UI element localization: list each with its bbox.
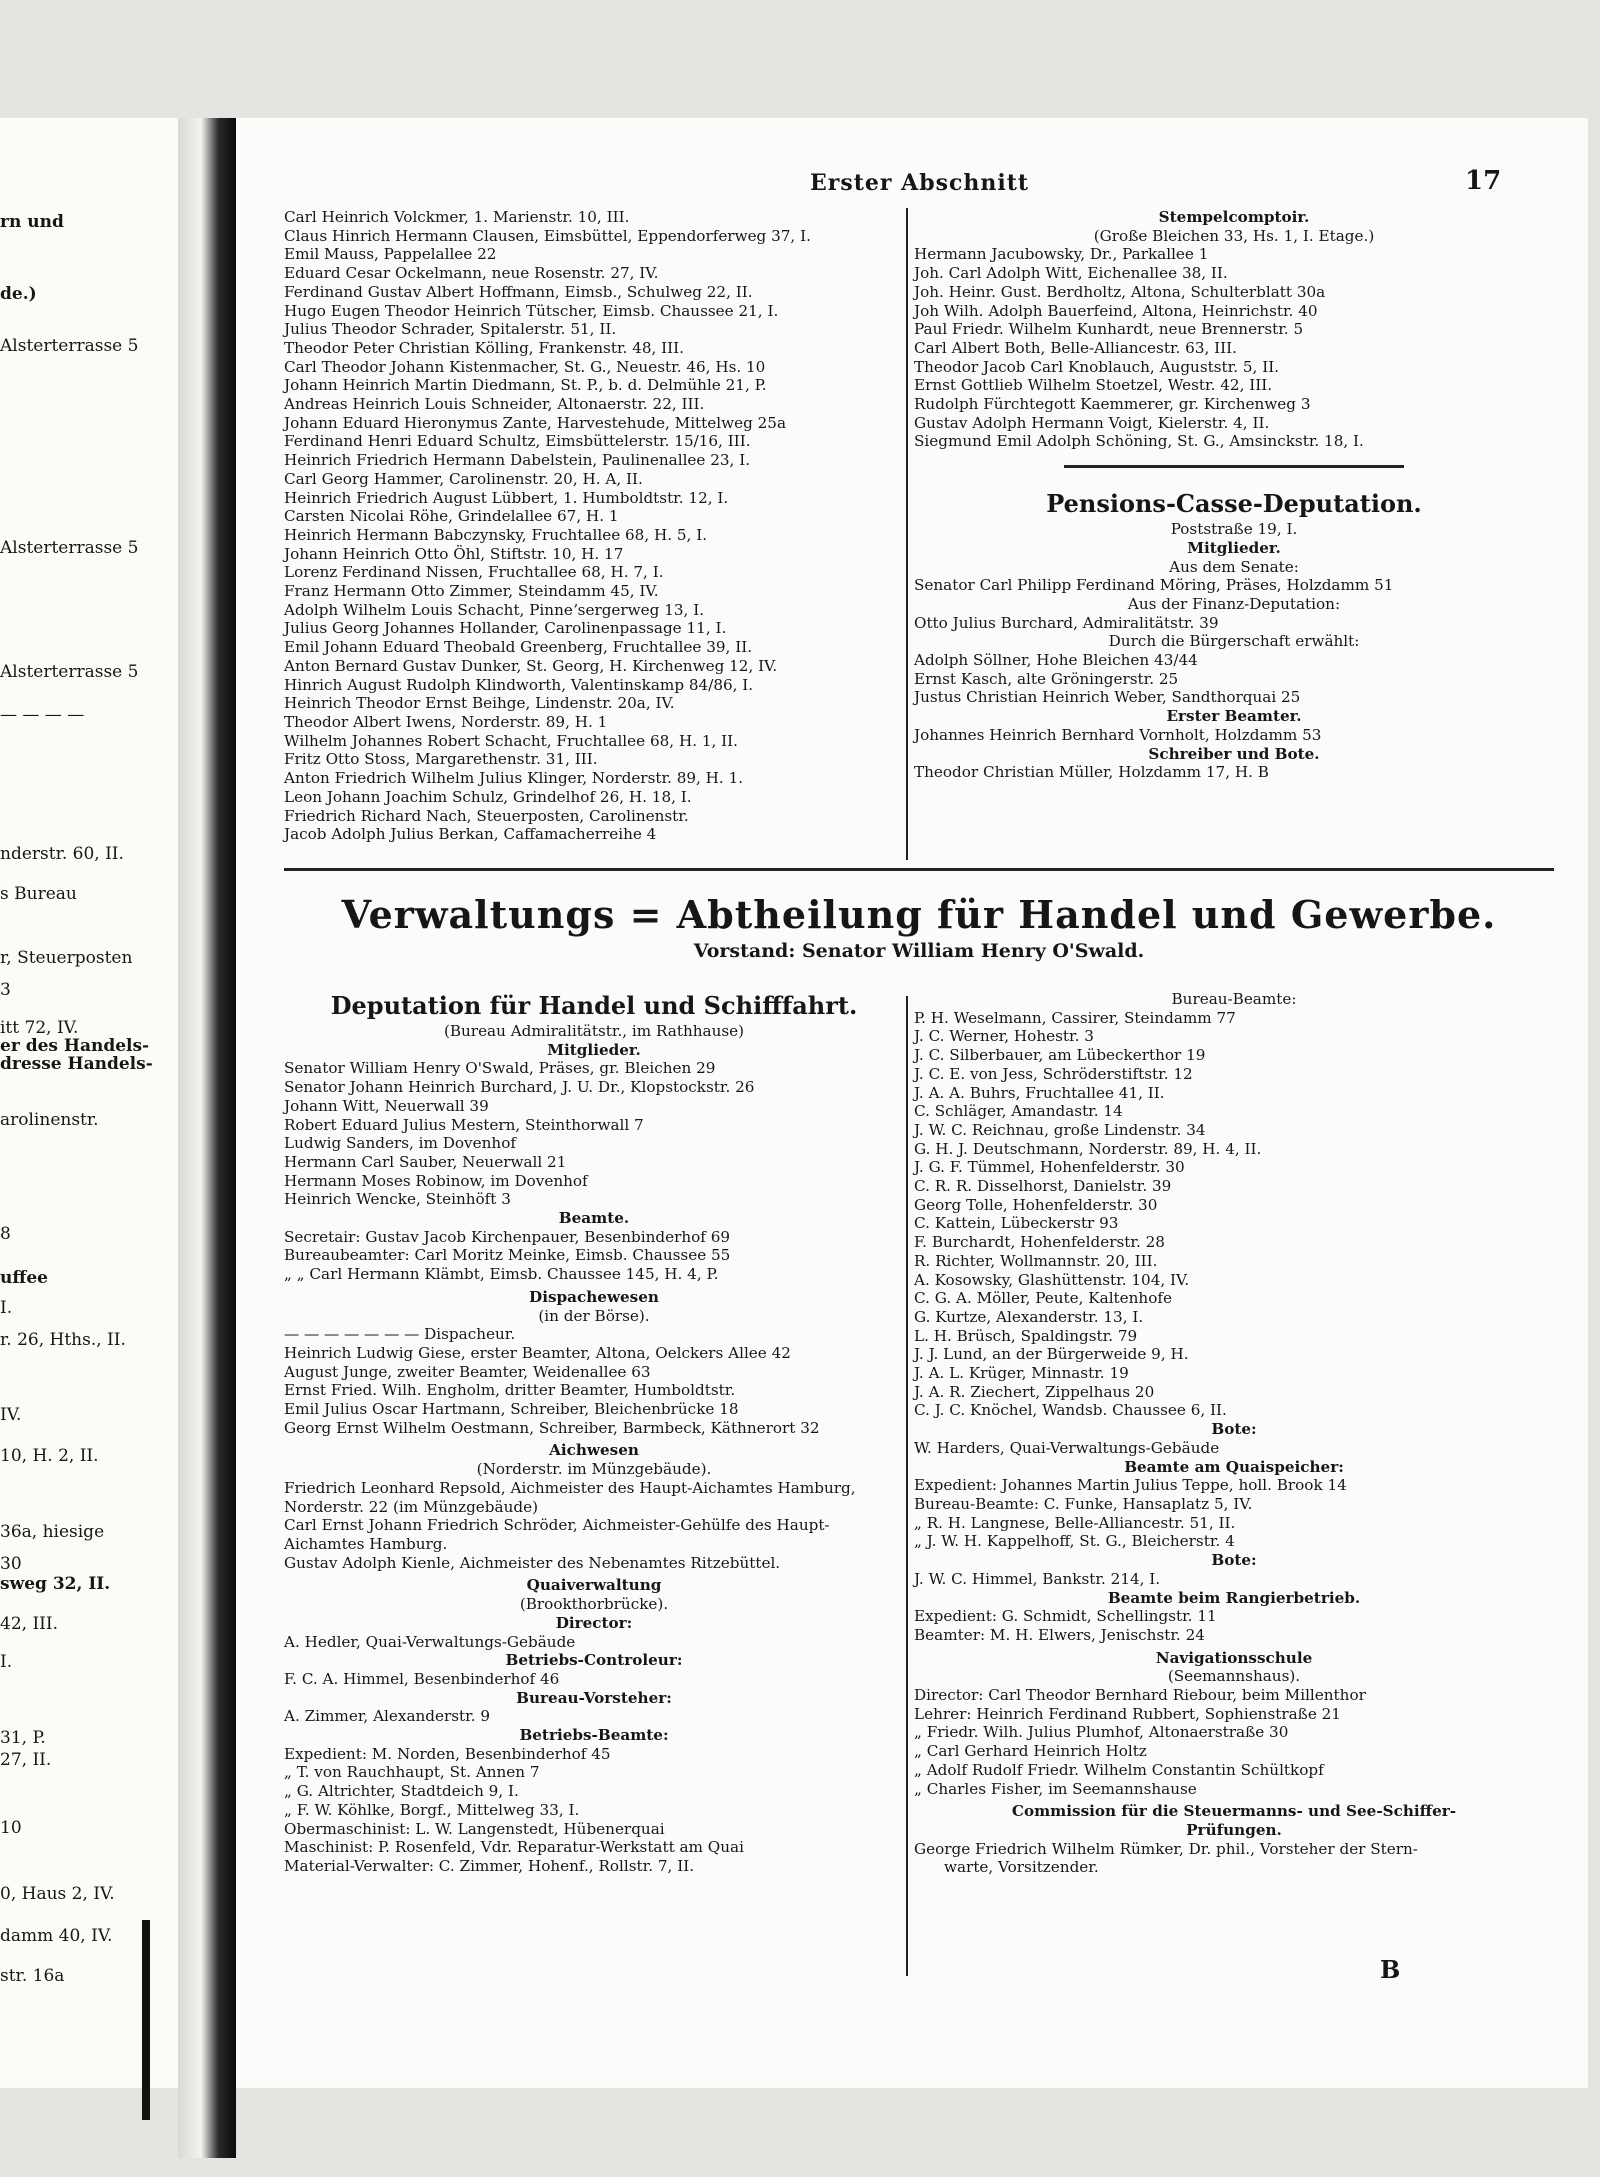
beamte-list	[284, 1228, 904, 1284]
dispache-subtitle: (in der Börse).	[538, 1306, 650, 1325]
list-item: Material-Verwalter: C. Zimmer, Hohenf., Rollstr. 7, II.	[284, 1856, 695, 1875]
list-item: Norderstr. 22 (im Münzgebäude)	[284, 1497, 538, 1516]
list-item: Theodor Peter Christian Kölling, Frankenstr. 48, III.	[284, 338, 685, 357]
list-item: Ernst Gottlieb Wilhelm Stoetzel, Westr. 42, III.	[914, 376, 1273, 395]
list-item: Hugo Eugen Theodor Heinrich Tütscher, Eimsb. Chaussee 21, I.	[284, 301, 779, 320]
list-item: Johann Eduard Hieronymus Zante, Harvestehude, Mittelweg 25a	[284, 413, 787, 432]
left-page-text: 27, II.	[0, 1750, 52, 1770]
list-item: Leon Johann Joachim Schulz, Grindelhof 26, H. 18, I.	[284, 787, 692, 806]
left-page-text: damm 40, IV.	[0, 1926, 113, 1946]
top-left-column	[284, 208, 904, 844]
left-page-text: 3	[0, 980, 11, 1000]
list-item: Carl Heinrich Volckmer, 1. Marienstr. 10, III.	[284, 208, 630, 226]
list-item: Ferdinand Henri Eduard Schultz, Eimsbüttelerstr. 15/16, III.	[284, 432, 751, 451]
list-item: Heinrich Hermann Babczynsky, Fruchtallee 68, H. 5, I.	[284, 525, 708, 544]
signature-letter: B	[1380, 1955, 1401, 1984]
list-item: Joh. Carl Adolph Witt, Eichenallee 38, II.	[914, 264, 1228, 283]
list-item: Ludwig Sanders, im Dovenhof	[284, 1134, 516, 1153]
list-item: Johann Heinrich Martin Diedmann, St. P., b. d. Delmühle 21, P.	[284, 376, 767, 395]
list-item: P. H. Weselmann, Cassirer, Steindamm 77	[914, 1008, 1236, 1027]
list-item: „ G. Altrichter, Stadtdeich 9, I.	[284, 1782, 519, 1801]
list-item: August Junge, zweiter Beamter, Weidenallee 63	[284, 1362, 651, 1381]
list-item: Jacob Adolph Julius Berkan, Caffamacherreihe 4	[284, 825, 657, 844]
list-item: J. A. A. Buhrs, Fruchtallee 41, II.	[914, 1083, 1165, 1102]
list-item: Heinrich Theodor Ernst Beihge, Lindenstr. 20a, IV.	[284, 694, 675, 713]
stempel-list	[914, 245, 1554, 451]
list-item: J. C. Silberbauer, am Lübeckerthor 19	[914, 1046, 1206, 1065]
spine-edge	[142, 1920, 150, 2120]
list-item: J. A. R. Ziechert, Zippelhaus 20	[914, 1382, 1155, 1401]
left-page-text: s Bureau	[0, 884, 77, 904]
page-number: 17	[1465, 166, 1502, 196]
list-item: Johann Witt, Neuerwall 39	[284, 1096, 489, 1115]
senate-member: Senator Carl Philipp Ferdinand Möring, Präses, Holzdamm 51	[914, 576, 1394, 595]
list-item: Franz Hermann Otto Zimmer, Steindamm 45, IV.	[284, 582, 659, 601]
list-item: „ F. W. Köhlke, Borgf., Mittelweg 33, I.	[284, 1800, 580, 1819]
list-item: Heinrich Ludwig Giese, erster Beamter, Altona, Oelckers Allee 42	[284, 1343, 791, 1362]
left-page-text: Alsterterrasse 5	[0, 538, 139, 558]
verwaltung-title: Verwaltungs = Abtheilung für Handel und Gewerbe.	[341, 892, 1497, 937]
bote-heading: Bote:	[1211, 1420, 1257, 1439]
list-item: Hermann Jacubowsky, Dr., Parkallee 1	[914, 245, 1209, 264]
bureau-beamte-list	[914, 1009, 1554, 1420]
list-item: Director: Carl Theodor Bernhard Riebour, beim Millenthor	[914, 1686, 1366, 1705]
left-page-text: de.)	[0, 284, 37, 304]
list-item: Claus Hinrich Hermann Clausen, Eimsbüttel, Eppendorferweg 37, I.	[284, 226, 811, 245]
betriebs-beamte-heading: Betriebs-Beamte:	[519, 1726, 669, 1745]
list-item: L. H. Brüsch, Spaldingstr. 79	[914, 1326, 1138, 1345]
dispache-title: Dispachewesen	[529, 1287, 659, 1306]
list-item: Johann Heinrich Otto Öhl, Stiftstr. 10, H. 17	[284, 544, 624, 563]
list-item: Paul Friedr. Wilhelm Kunhardt, neue Brennerstr. 5	[914, 320, 1304, 339]
list-item: Georg Tolle, Hohenfelderstr. 30	[914, 1195, 1158, 1214]
list-item: Joh Wilh. Adolph Bauerfeind, Altona, Heinrichstr. 40	[914, 301, 1318, 320]
list-item: Expedient: G. Schmidt, Schellingstr. 11	[914, 1607, 1217, 1626]
list-item: Emil Julius Oscar Hartmann, Schreiber, Bleichenbrücke 18	[284, 1400, 739, 1419]
bote2-entry: J. W. C. Himmel, Bankstr. 214, I.	[914, 1569, 1161, 1588]
betriebs-controleur-entry: F. C. A. Himmel, Besenbinderhof 46	[284, 1669, 560, 1688]
left-page-text: rn und	[0, 212, 64, 232]
left-page-text: nderstr. 60, II.	[0, 844, 124, 864]
left-page-text: er des Handels-	[0, 1036, 150, 1056]
list-item: „ Adolf Rudolf Friedr. Wilhelm Constantin Schültkopf	[914, 1760, 1324, 1779]
aich-title: Aichwesen	[549, 1441, 639, 1460]
left-page-text: Alsterterrasse 5	[0, 662, 139, 682]
list-item: Carl Ernst Johann Friedrich Schröder, Aichmeister-Gehülfe des Haupt-	[284, 1516, 830, 1535]
commission-title: Commission für die Steuermanns- und See-Schiffer-	[1011, 1802, 1457, 1821]
list-item: Adolph Söllner, Hohe Bleichen 43/44	[914, 651, 1198, 670]
bottom-right-column	[914, 990, 1554, 1877]
aus-senate-heading: Aus dem Senate:	[1169, 557, 1299, 576]
list-item: Expedient: Johannes Martin Julius Teppe, holl. Brook 14	[914, 1476, 1347, 1495]
left-page-text: 8	[0, 1224, 11, 1244]
list-item: Andreas Heinrich Louis Schneider, Altonaerstr. 22, III.	[284, 395, 705, 414]
list-item: C. Schläger, Amandastr. 14	[914, 1102, 1123, 1121]
rangier-list	[914, 1607, 1554, 1644]
list-item: Senator Johann Heinrich Burchard, J. U. Dr., Klopstockstr. 26	[284, 1078, 755, 1097]
stempel-title: Stempelcomptoir.	[1158, 208, 1310, 226]
list-item: Carl Georg Hammer, Carolinenstr. 20, H. A, II.	[284, 469, 643, 488]
column-divider-bottom	[906, 996, 908, 1976]
list-item: J. G. F. Tümmel, Hohenfelderstr. 30	[914, 1158, 1185, 1177]
list-item: C. J. C. Knöchel, Wandsb. Chaussee 6, II.	[914, 1401, 1227, 1420]
list-item: Theodor Albert Iwens, Norderstr. 89, H. 1	[284, 712, 608, 731]
left-page-text: I.	[0, 1298, 13, 1318]
bureau-vorsteher-entry: A. Zimmer, Alexanderstr. 9	[284, 1707, 491, 1726]
erster-beamter-heading: Erster Beamter.	[1166, 707, 1302, 726]
rangier-heading: Beamte beim Rangierbetrieb.	[1107, 1588, 1361, 1607]
list-item: J. W. C. Reichnau, große Lindenstr. 34	[914, 1120, 1206, 1139]
stempel-subtitle: (Große Bleichen 33, Hs. 1, I. Etage.)	[1093, 226, 1375, 245]
list-item: Wilhelm Johannes Robert Schacht, Fruchtallee 68, H. 1, II.	[284, 731, 738, 750]
beamte-heading: Beamte.	[558, 1209, 630, 1228]
commission-entry-2: warte, Vorsitzender.	[944, 1858, 1099, 1877]
left-page-text: str. 16a	[0, 1966, 65, 1986]
list-item: Heinrich Friedrich August Lübbert, 1. Humboldtstr. 12, I.	[284, 488, 729, 507]
list-item: Justus Christian Heinrich Weber, Sandthorquai 25	[914, 688, 1301, 707]
list-item: Senator William Henry O'Swald, Präses, gr. Bleichen 29	[284, 1059, 716, 1078]
list-item: Bureaubeamter: Carl Moritz Meinke, Eimsb. Chaussee 55	[284, 1246, 731, 1265]
aich-list	[284, 1479, 904, 1573]
buergerschaft-heading: Durch die Bürgerschaft erwählt:	[1108, 632, 1360, 651]
list-item: Obermaschinist: L. W. Langenstedt, Hübenerquai	[284, 1819, 665, 1838]
list-item: Maschinist: P. Rosenfeld, Vdr. Reparatur-Werkstatt am Quai	[284, 1838, 744, 1857]
bottom-left-column	[284, 990, 904, 1876]
pension-members-heading: Mitglieder.	[1187, 538, 1281, 557]
list-item: Julius Georg Johannes Hollander, Carolinenpassage 11, I.	[284, 619, 727, 638]
list-item: G. H. J. Deutschmann, Norderstr. 89, H. 4, II.	[914, 1139, 1262, 1158]
left-page-text: dresse Handels-	[0, 1054, 153, 1074]
list-item: Carl Albert Both, Belle-Alliancestr. 63, III.	[914, 338, 1237, 357]
list-item: Ernst Kasch, alte Gröningerstr. 25	[914, 669, 1179, 688]
pension-title: Pensions-Casse-Deputation.	[1046, 489, 1422, 519]
list-item: G. Kurtze, Alexanderstr. 13, I.	[914, 1307, 1144, 1326]
list-item: Aichamtes Hamburg.	[284, 1534, 448, 1553]
pension-address: Poststraße 19, I.	[1170, 520, 1298, 539]
list-item: „ T. von Rauchhaupt, St. Annen 7	[284, 1763, 540, 1782]
left-page-text: r, Steuerposten	[0, 948, 133, 968]
list-item: Anton Friedrich Wilhelm Julius Klinger, Norderstr. 89, H. 1.	[284, 769, 744, 788]
list-item: Adolph Wilhelm Louis Schacht, Pinneʼsergerweg 13, I.	[284, 600, 705, 619]
schreiber-bote: Theodor Christian Müller, Holzdamm 17, H. B	[914, 763, 1269, 782]
list-item: Lorenz Ferdinand Nissen, Fruchtallee 68, H. 7, I.	[284, 563, 664, 582]
list-item: J. C. E. von Jess, Schröderstiftstr. 12	[914, 1064, 1193, 1083]
column-divider-top	[906, 208, 908, 860]
erster-beamter: Johannes Heinrich Bernhard Vornholt, Holzdamm 53	[914, 725, 1322, 744]
left-page-text: 0, Haus 2, IV.	[0, 1884, 115, 1904]
deputation-subtitle: (Bureau Admiralitätstr., im Rathhause)	[443, 1022, 745, 1040]
left-page-text: 36a, hiesige	[0, 1522, 105, 1542]
wide-rule	[284, 868, 1554, 871]
list-item: C. G. A. Möller, Peute, Kaltenhofe	[914, 1289, 1172, 1308]
left-page-text: 30	[0, 1554, 22, 1574]
list-item: Julius Theodor Schrader, Spitalerstr. 51, II.	[284, 320, 617, 339]
list-item: Friedrich Leonhard Repsold, Aichmeister des Haupt-Aichamtes Hamburg,	[284, 1478, 856, 1497]
list-item: Ferdinand Gustav Albert Hoffmann, Eimsb., Schulweg 22, II.	[284, 282, 753, 301]
buergerschaft-list	[914, 651, 1554, 707]
list-item: J. C. Werner, Hohestr. 3	[914, 1027, 1094, 1046]
left-page-text: 42, III.	[0, 1614, 58, 1634]
deputation-members-heading: Mitglieder.	[547, 1040, 641, 1059]
nav-subtitle: (Seemannshaus).	[1167, 1667, 1301, 1686]
list-item: „ R. H. Langnese, Belle-Alliancestr. 51, II.	[914, 1513, 1236, 1532]
finanz-member: Otto Julius Burchard, Admiralitätstr. 39	[914, 613, 1219, 632]
list-item: „ „ Carl Hermann Klämbt, Eimsb. Chaussee 145, H. 4, P.	[284, 1265, 719, 1284]
quai-subtitle: (Brookthorbrücke).	[519, 1595, 669, 1614]
list-item: Bureau-Beamte: C. Funke, Hansaplatz 5, IV.	[914, 1494, 1253, 1513]
list-item: „ Carl Gerhard Heinrich Holtz	[914, 1742, 1147, 1761]
bureau-beamte-heading: Bureau-Beamte:	[1171, 990, 1297, 1008]
betriebs-controleur-heading: Betriebs-Controleur:	[505, 1651, 683, 1670]
quaispeicher-heading: Beamte am Quaispeicher:	[1124, 1457, 1344, 1476]
list-item: Expedient: M. Norden, Besenbinderhof 45	[284, 1744, 611, 1763]
deputation-title: Deputation für Handel und Schifffahrt.	[330, 991, 858, 1020]
list-item: C. R. R. Disselhorst, Danielstr. 39	[914, 1177, 1172, 1196]
commission-title-2: Prüfungen.	[1186, 1820, 1282, 1839]
list-item: Eduard Cesar Ockelmann, neue Rosenstr. 27, IV.	[284, 264, 659, 283]
list-item: Friedrich Richard Nach, Steuerposten, Carolinenstr.	[284, 806, 689, 825]
left-page-text: 10, H. 2, II.	[0, 1446, 99, 1466]
dispache-list	[284, 1344, 904, 1438]
list-item: „ Charles Fisher, im Seemannshause	[914, 1779, 1197, 1798]
left-page-text: 10	[0, 1818, 22, 1838]
list-item: Beamter: M. H. Elwers, Jenischstr. 24	[914, 1625, 1205, 1644]
left-page-text: IV.	[0, 1405, 22, 1425]
verwaltung-header	[284, 892, 1554, 964]
list-item: Heinrich Wencke, Steinhöft 3	[284, 1190, 511, 1209]
left-page-text: r. 26, Hths., II.	[0, 1330, 126, 1350]
bureau-vorsteher-heading: Bureau-Vorsteher:	[516, 1688, 672, 1707]
list-item: „ Friedr. Wilh. Julius Plumhof, Altonaerstraße 30	[914, 1723, 1289, 1742]
quaispeicher-list	[914, 1476, 1554, 1551]
list-item: J. J. Lund, an der Bürgerweide 9, H.	[914, 1345, 1189, 1364]
list-item: Gustav Adolph Hermann Voigt, Kielerstr. 4, II.	[914, 413, 1270, 432]
deputation-member-list	[284, 1059, 904, 1209]
list-item: Carsten Nicolai Röhe, Grindelallee 67, H. 1	[284, 507, 619, 526]
left-page-text: uffee	[0, 1268, 48, 1288]
list-item: Carl Theodor Johann Kistenmacher, St. G., Neuestr. 46, Hs. 10	[284, 357, 766, 376]
list-item: Robert Eduard Julius Mestern, Steinthorwall 7	[284, 1115, 644, 1134]
section-rule	[1064, 465, 1404, 468]
director-heading: Director:	[555, 1613, 633, 1632]
list-item: Rudolph Fürchtegott Kaemmerer, gr. Kirchenweg 3	[914, 395, 1311, 414]
list-item: Hermann Carl Sauber, Neuerwall 21	[284, 1152, 567, 1171]
bote2-heading: Bote:	[1211, 1551, 1257, 1570]
list-item: Hermann Moses Robinow, im Dovenhof	[284, 1171, 588, 1190]
left-page-fragment	[0, 118, 178, 2088]
left-page-text: itt 72, IV.	[0, 1018, 79, 1038]
nav-title: Navigationsschule	[1155, 1648, 1313, 1667]
dispache-dash: — — — — — — — Dispacheur.	[284, 1325, 516, 1344]
left-page-text: — — — —	[0, 705, 85, 725]
list-item: J. A. L. Krüger, Minnastr. 19	[914, 1364, 1129, 1383]
commission-entry-1: George Friedrich Wilhelm Rümker, Dr. phil., Vorsteher der Stern-	[914, 1839, 1418, 1858]
left-page-text: arolinenstr.	[0, 1110, 99, 1130]
list-item: Joh. Heinr. Gust. Berdholtz, Altona, Schulterblatt 30a	[914, 282, 1326, 301]
list-item: R. Richter, Wollmannstr. 20, III.	[914, 1251, 1158, 1270]
quai-title: Quaiverwaltung	[526, 1576, 662, 1595]
page-header-title: Erster Abschnitt	[810, 170, 1030, 196]
list-item: Emil Johann Eduard Theobald Greenberg, Fruchtallee 39, II.	[284, 638, 753, 657]
bote-entry: W. Harders, Quai-Verwaltungs-Gebäude	[914, 1438, 1220, 1457]
schreiber-bote-heading: Schreiber und Bote.	[1148, 744, 1320, 763]
list-item: F. Burchardt, Hohenfelderstr. 28	[914, 1233, 1165, 1252]
list-item: Anton Bernard Gustav Dunker, St. Georg, H. Kirchenweg 12, IV.	[284, 656, 778, 675]
list-item: Lehrer: Heinrich Ferdinand Rubbert, Sophienstraße 21	[914, 1704, 1341, 1723]
aus-finanz-heading: Aus der Finanz-Deputation:	[1127, 594, 1341, 613]
left-page-text: I.	[0, 1652, 13, 1672]
left-page-text: 31, P.	[0, 1728, 46, 1748]
verwaltung-vorstand: Vorstand: Senator William Henry O'Swald.	[693, 940, 1145, 962]
aich-subtitle: (Norderstr. im Münzgebäude).	[476, 1460, 712, 1479]
top-right-column	[914, 208, 1554, 782]
director-entry: A. Hedler, Quai-Verwaltungs-Gebäude	[284, 1632, 576, 1651]
list-item: Theodor Jacob Carl Knoblauch, Auguststr. 5, II.	[914, 357, 1280, 376]
list-item: C. Kattein, Lübeckerstr 93	[914, 1214, 1119, 1233]
list-item: Ernst Fried. Wilh. Engholm, dritter Beamter, Humboldtstr.	[284, 1381, 736, 1400]
list-item: A. Kosowsky, Glashüttenstr. 104, IV.	[914, 1270, 1190, 1289]
list-item: Fritz Otto Stoss, Margarethenstr. 31, III.	[284, 750, 598, 769]
book-gutter-shadow	[178, 118, 236, 2158]
nav-list	[914, 1686, 1554, 1798]
list-item: Gustav Adolph Kienle, Aichmeister des Nebenamtes Ritzebüttel.	[284, 1553, 781, 1572]
left-page-text: sweg 32, II.	[0, 1574, 111, 1594]
betriebs-beamte-list	[284, 1745, 904, 1876]
list-item: Hinrich August Rudolph Klindworth, Valentinskamp 84/86, I.	[284, 675, 754, 694]
list-item: Georg Ernst Wilhelm Oestmann, Schreiber, Barmbeck, Käthnerort 32	[284, 1418, 820, 1437]
list-item: Emil Mauss, Pappelallee 22	[284, 245, 497, 264]
left-page-text: Alsterterrasse 5	[0, 336, 139, 356]
list-item: Heinrich Friedrich Hermann Dabelstein, Paulinenallee 23, I.	[284, 451, 751, 470]
list-item: „ J. W. H. Kappelhoff, St. G., Bleicherstr. 4	[914, 1532, 1235, 1551]
list-item: Siegmund Emil Adolph Schöning, St. G., Amsinckstr. 18, I.	[914, 432, 1364, 451]
list-item: Secretair: Gustav Jacob Kirchenpauer, Besenbinderhof 69	[284, 1227, 731, 1246]
